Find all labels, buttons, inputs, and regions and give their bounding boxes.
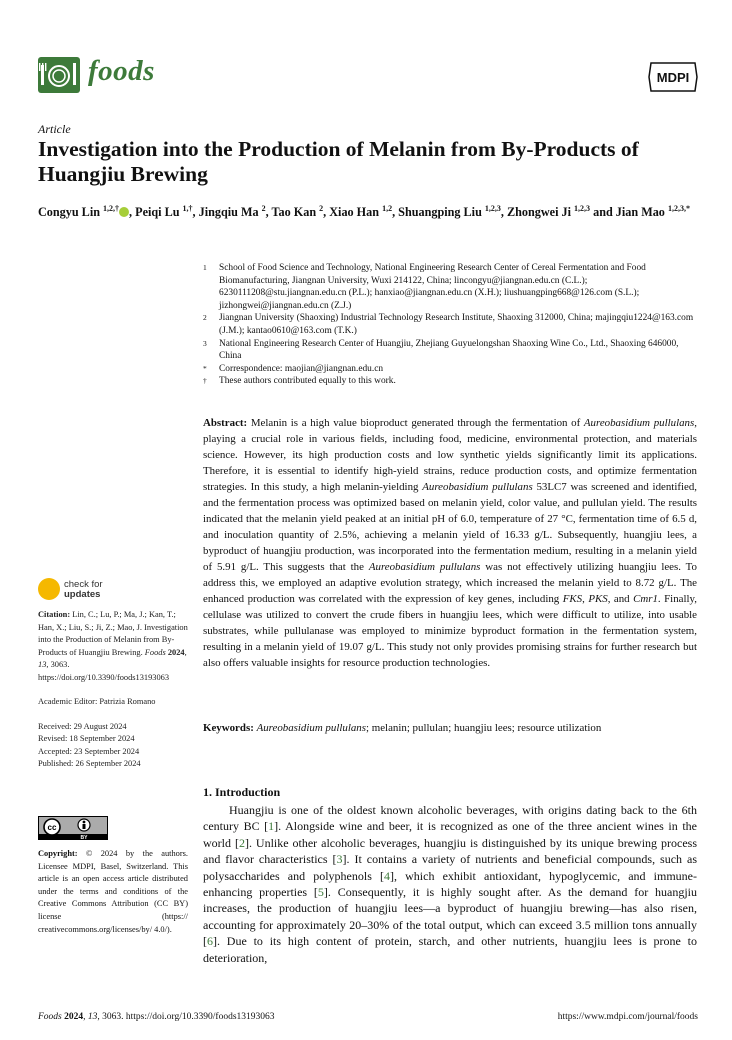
abstract-segment: , <box>582 593 589 605</box>
copyright-label: Copyright: <box>38 849 78 858</box>
introduction-segment[interactable]: 6 <box>207 934 213 949</box>
author-separator: , <box>265 205 272 220</box>
abstract-segment: Aureobasidium pullulans <box>422 481 533 493</box>
citation-segment: Foods <box>144 647 166 657</box>
abstract-segment: PKS <box>588 593 608 605</box>
author-name[interactable]: Zhongwei Ji <box>507 205 575 220</box>
author-separator: , <box>500 205 507 220</box>
author-affiliation-mark: 1,2,3,* <box>667 204 690 213</box>
check-updates-line2: updates <box>64 589 101 600</box>
affiliation-mark: † <box>203 376 207 386</box>
author-name[interactable]: Tao Kan <box>271 205 320 220</box>
introduction-segment: ]. Consequently, it is highly sought after. As the demand for huangjiu increases, the production of huangjiu lees—a byproduct of huangjiu brewing—has also risen, accounting for approximately 20–30% of the total output, which can exceed 3.5 million tons annually [ <box>203 885 697 949</box>
author-separator: , <box>129 205 136 220</box>
affiliation-text: These authors contributed equally to this work. <box>219 376 396 387</box>
author-separator: and <box>590 205 616 220</box>
author-list <box>38 200 698 221</box>
keywords-body <box>257 722 602 734</box>
keywords-segment: Aureobasidium pullulans <box>256 722 366 734</box>
introduction-segment[interactable]: 3 <box>336 852 343 867</box>
affiliation-item <box>203 338 703 363</box>
citation-segment: 2024 <box>167 647 185 657</box>
author-name[interactable]: Jingqiu Ma <box>198 205 262 220</box>
abstract-segment: Aureobasidium pullulans <box>583 417 695 429</box>
citation-segment: , 3063. https://doi.org/10.3390/foods13193063 <box>38 660 170 682</box>
abstract-segment: , and <box>607 593 634 605</box>
academic-editor: Academic Editor: Patrizia Romano <box>38 697 156 706</box>
copyright-notice <box>38 848 188 936</box>
mdpi-logo-icon <box>648 62 698 92</box>
check-for-updates-icon <box>38 578 60 600</box>
article-type: Article <box>38 122 71 136</box>
keywords-label: Keywords: <box>203 722 254 734</box>
cc-by-license-icon[interactable] <box>38 816 108 840</box>
abstract-segment: , playing a crucial role in various fields, including food, medicine, environmental protection, and materials science. However, its high production costs and low synthetic yields significantly limit its applications. Therefore, it is essential to identify high-yield strains, reduce production costs, and optimize fermentation strategies. In this study, a high melanin-yielding <box>203 417 697 493</box>
author-affiliation-mark: 1,2,† <box>103 204 120 213</box>
svg-text:cc: cc <box>47 823 57 832</box>
check-updates-line1: check for <box>64 579 103 590</box>
affiliation-item <box>203 312 703 337</box>
date-received: Received: 29 August 2024 <box>38 721 127 731</box>
author-name[interactable]: Congyu Lin <box>38 205 104 220</box>
abstract-body <box>203 417 697 669</box>
introduction-segment: ]. Due to its high content of protein, starch, and other nutrients, huangjiu lees is prone to deterioration, <box>203 934 697 965</box>
affiliation-text: National Engineering Research Center of Huangjiu, Zhejiang Guyuelongshan Shaoxing Wine Co., Ltd., Shaoxing 646000, China <box>219 338 679 362</box>
abstract-segment: 53LC7 was screened and identified, and the fermentation process was optimized based on melanin yield, color value, and pullulan yield. The results indicated that the melanin yield peaked at an initial pH of 6.0, temperature of 27 °C, fermentation time of 6.5 d, and inoculation quantity of 2.5%, achieving a melanin yield of 16.33 g/L. Subsequently, huangjiu lees, a byproduct of huangjiu production, was incorporated into the fermentation medium, resulting in a melanin yield of 5.91 g/L. This suggests that the <box>203 481 697 573</box>
affiliations <box>203 262 703 388</box>
author-name[interactable]: Shuangping Liu <box>398 205 485 220</box>
article-title: Investigation into the Production of Melanin from By-Products of Huangjiu Brewing <box>38 137 639 186</box>
introduction-segment: ]. It contains a variety of nutrients and beneficial compounds, such as polysaccharides and polyphenols [ <box>203 852 697 883</box>
orcid-icon[interactable] <box>119 207 129 217</box>
sidebar-info <box>38 609 188 771</box>
footer-volume: 13 <box>87 1012 98 1022</box>
author-separator: , <box>323 205 330 220</box>
section-heading-introduction: 1. Introduction <box>203 785 281 799</box>
citation-label: Citation: <box>38 610 71 619</box>
footer-journal-url[interactable]: https://www.mdpi.com/journal/foods <box>557 1012 698 1022</box>
affiliation-text: School of Food Science and Technology, National Engineering Research Center of Cereal Fermentation and Food Biomanufacturing, Jiangnan University, Wuxi 214122, China; lincongyu@jiangnan.edu.cn (C.L.); 6230111208@stu.jiangnan.edu.cn (P.L.); hanxiao@jiangnan.edu.cn (X.H.); liushuangping668@126.com (S.L.); jizhongwei@jiangnan.edu.cn (Z.J.) <box>219 263 646 311</box>
keywords-segment: ; melanin; pullulan; huangjiu lees; resource utilization <box>365 722 602 734</box>
author-affiliation-mark: 1,2 <box>382 204 393 213</box>
footer-journal: Foods <box>38 1012 62 1022</box>
abstract-segment: FKS <box>562 593 583 605</box>
foods-logo-icon <box>38 57 80 93</box>
introduction-segment[interactable]: 2 <box>238 835 245 850</box>
author-affiliation-mark: 1,† <box>182 204 193 213</box>
citation-segment: 13 <box>38 660 47 669</box>
footer-doi[interactable]: , 3063. https://doi.org/10.3390/foods13193063 <box>97 1012 275 1022</box>
date-accepted: Accepted: 23 September 2024 <box>38 746 140 756</box>
journal-name: foods <box>88 55 155 87</box>
abstract-segment: Melanin is a high value bioproduct generated through the fermentation of <box>250 417 584 429</box>
author-name[interactable]: Peiqi Lu <box>135 205 183 220</box>
introduction-segment: Huangjiu is one of the oldest known alcoholic beverages, with origins dating back to the 6th century BC [ <box>203 803 697 834</box>
abstract-label: Abstract: <box>203 417 248 429</box>
abstract-segment: was not effectively utilizing huangjiu lees. To address this, we employed an adaptive evolution strategy, which increased the melanin yield to 8.72 g/L. The enhanced production was correlated with the expression of key genes, including <box>203 561 697 605</box>
publisher-name: MDPI <box>656 70 690 85</box>
affiliation-item <box>203 375 703 388</box>
introduction-body <box>203 802 697 966</box>
affiliation-mark: 1 <box>203 263 207 272</box>
abstract <box>203 415 697 671</box>
author-affiliation-mark: 1,2,3 <box>484 204 501 213</box>
affiliation-item <box>203 363 703 376</box>
date-revised: Revised: 18 September 2024 <box>38 734 135 743</box>
affiliation-mark: 2 <box>203 313 207 323</box>
copyright-text: © 2024 by the authors. Licensee MDPI, Basel, Switzerland. This article is an open access article distributed under the terms and conditions of the Creative Commons Attribution (CC BY) license (https:// creativecommons.org/licenses/by/ 4.0/). <box>38 849 188 934</box>
citation-segment: , <box>184 647 187 657</box>
author-affiliation-mark: 2 <box>319 204 324 213</box>
abstract-segment: Cmr1 <box>633 593 658 605</box>
affiliation-item <box>203 262 703 312</box>
author-name[interactable]: Jian Mao <box>615 205 668 220</box>
license-badge-text: BY <box>80 835 88 840</box>
introduction-segment[interactable]: 1 <box>268 819 275 834</box>
introduction-segment: ]. Alongside wine and beer, it is recognized as one of the three ancient wines in the world [ <box>203 819 697 850</box>
citation-segment: Lin, C.; Lu, P.; Ma, J.; Kan, T.; Han, X.; Liu, S.; Ji, Z.; Mao, J. Investigation into the Production of Melanin from By-Products of Huangjiu Brewing. <box>38 610 188 657</box>
affiliation-text: Correspondence: maojian@jiangnan.edu.cn <box>219 363 384 374</box>
introduction-segment: ], which exhibit antioxidant, hypoglycemic, and immune-enhancing properties [ <box>203 868 697 900</box>
author-affiliation-mark: 1,2,3 <box>574 204 591 213</box>
author-name[interactable]: Xiao Han <box>329 205 383 220</box>
date-published: Published: 26 September 2024 <box>38 759 141 768</box>
introduction-segment[interactable]: 5 <box>317 885 324 900</box>
affiliation-mark: 3 <box>203 338 207 348</box>
keywords <box>203 722 697 734</box>
abstract-segment: . Finally, cellulase was utilized to convert the crude fibers in huangjiu lees, which were difficult to utilize, into usable substrates, while pullulanase was employed to minimize byproduct formation in the fermentation system, resulting in a melanin yield of 19.07 g/L. This study not only provides promising strains for further research but also offers valuable insights for resource production technologies. <box>203 593 697 669</box>
author-separator: , <box>392 205 399 220</box>
affiliation-text: Jiangnan University (Shaoxing) Industrial Technology Research Institute, Shaoxing 312000, China; majingqiu1224@163.com (J.M.); kantao0610@163.com (T.K.) <box>219 313 694 336</box>
introduction-segment[interactable]: 4 <box>384 868 390 883</box>
footer-citation: Foods 2024, 13, 3063. https://doi.org/10.3390/foods13193063 <box>38 1012 275 1022</box>
affiliation-mark: * <box>203 363 207 373</box>
introduction-segment: ]. Unlike other alcoholic beverages, huangjiu is distinguished by its unique brewing process and flavor characteristics [ <box>203 835 697 867</box>
author-separator: , <box>192 205 199 220</box>
abstract-segment: Aureobasidium pullulans <box>368 561 481 573</box>
citation <box>38 609 188 684</box>
footer-year: 2024 <box>64 1012 84 1022</box>
author-affiliation-mark: 2 <box>261 204 266 213</box>
